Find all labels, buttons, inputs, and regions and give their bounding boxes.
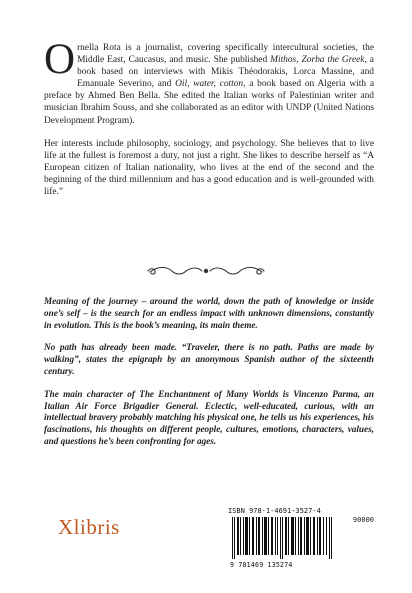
bio-paragraph-1 <box>44 36 374 127</box>
barcode-bars-icon <box>232 517 336 559</box>
bio-text-b: , a book based on interviews with Mikis Théodorakis, Lorca Massine, and Emanuale Severino, and <box>77 55 374 90</box>
publisher-logo: Xlibris <box>58 515 120 539</box>
blurb-paragraph-2: No path has already been made. “Traveler, there is no path. Paths are made by walking”, states the epigraph by an anonymous Spanish author of the sixteenth century. <box>44 342 374 376</box>
drop-cap: O <box>44 36 76 83</box>
book-title-oil: Oil, water, cotton <box>175 79 244 90</box>
isbn-text: ISBN 978-1-4691-3527-4 <box>228 507 321 515</box>
book-title-mithos: Mithos, Zorba the Greek <box>270 55 365 66</box>
barcode-block <box>226 507 376 569</box>
author-bio <box>44 36 374 198</box>
barcode-number: 9 781469 135274 <box>230 561 293 569</box>
ornament-center-dot <box>204 269 208 273</box>
flourish-ornament-icon <box>146 262 266 280</box>
blurb-paragraph-1: Meaning of the journey – around the world, down the path of knowledge or inside one’s self – is the search for an endless impact with unknown dimensions, constantly in evolution. This is the book’s meaning, its main theme. <box>44 296 374 330</box>
price-code: 90000 <box>352 516 374 524</box>
bio-text-a: rnella Rota is a journalist, covering specifically intercultural societies, the Middle East, Caucasus, and music. She published <box>77 43 374 66</box>
blurb-paragraph-3: The main character of The Enchantment of Many Worlds is Vincenzo Parma, an Italian Air Force Brigadier General. Eclectic, well-educated, curious, with an intellectual bravery probably matching his physical one, he tells us his experiences, his fascinations, his thoughts on different people, cultures, emotions, characters, values, and questions he’s been confronting for ages. <box>44 388 374 446</box>
bio-text-c: , a book based on Algeria with a preface by Ahmed Ben Bella. She edited the Italian works of Palestinian writer and musician Ibrahim Souss, and she collaborated as an editor with UNDP (United Nations Development Program). <box>44 79 374 126</box>
bio-paragraph-2: Her interests include philosophy, sociology, and psychology. She believes that to live life at the fullest is foremost a duty, not just a right. She likes to describe herself as “A European citizen of Italian nationality, who lives at the end of the second and the beginning of the third millennium and has a good education and is well-grounded with life.” <box>44 138 374 198</box>
book-blurb <box>44 296 374 459</box>
